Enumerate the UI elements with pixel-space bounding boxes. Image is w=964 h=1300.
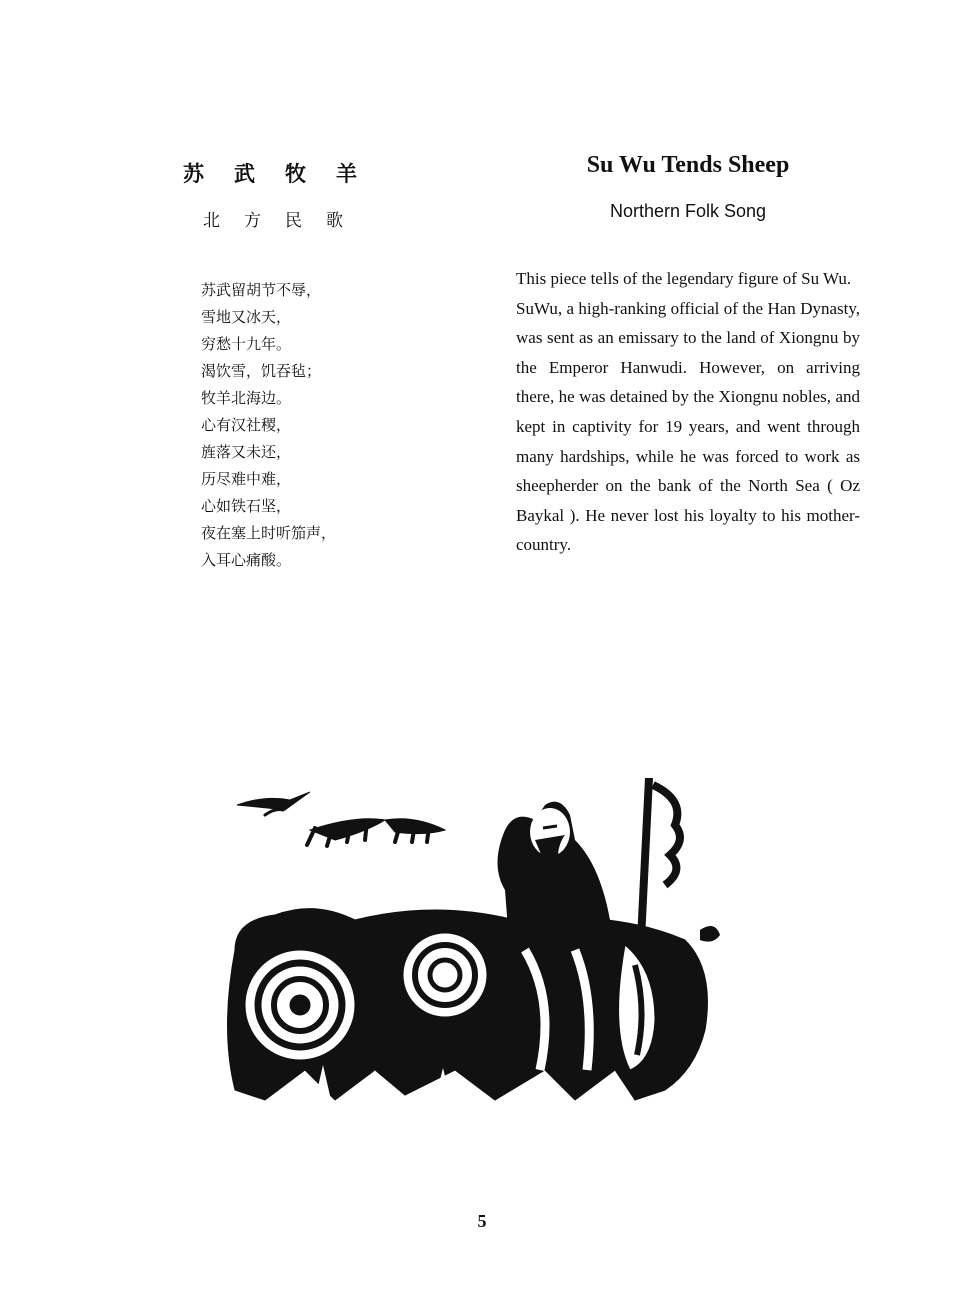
poem-line: 入耳心痛酸。 [201, 551, 292, 569]
description-paragraph: This piece tells of the legendary figure of Su Wu. [516, 269, 852, 288]
chinese-poem [201, 277, 401, 574]
poem-line: 心有汉社稷， [201, 416, 292, 434]
papercut-illustration [215, 770, 750, 1130]
page-number: 5 [477, 1211, 487, 1231]
poem-line: 苏武留胡节不辱， [201, 281, 322, 299]
ram-icon [228, 909, 708, 1100]
poem-line: 历尽难中难， [201, 470, 292, 488]
english-description [516, 264, 860, 560]
description-paragraph: SuWu, a high-ranking official of the Han Dynasty, was sent as an emissary to the land of Xiongnu by the Emperor Hanwudi. However, on arriving there, he was detained by the Xiongnu nobles, and kept in captivity for 19 years, and went through many hardships, while he was forced to work as sheepherder on the bank of the North Sea ( Oz Baykal ). He never lost his loyalty to his mother-country. [516, 298, 860, 555]
poem-line: 牧羊北海边。 [201, 389, 292, 407]
english-title: Su Wu Tends Sheep [586, 152, 790, 178]
chinese-title: 苏武牧羊 [183, 161, 387, 186]
poem-line: 旌落又未还， [201, 443, 292, 461]
english-subtitle: Northern Folk Song [609, 201, 767, 221]
poem-line: 心如铁石坚， [201, 497, 292, 515]
geese-icon [237, 792, 445, 846]
poem-line: 渴饮雪，饥吞毡； [201, 362, 322, 380]
poem-line: 夜在塞上时听笳声， [201, 524, 337, 542]
poem-line: 穷愁十九年。 [201, 335, 292, 353]
chinese-subtitle: 北方民歌 [203, 211, 367, 231]
poem-line: 雪地又冰天， [201, 308, 292, 326]
